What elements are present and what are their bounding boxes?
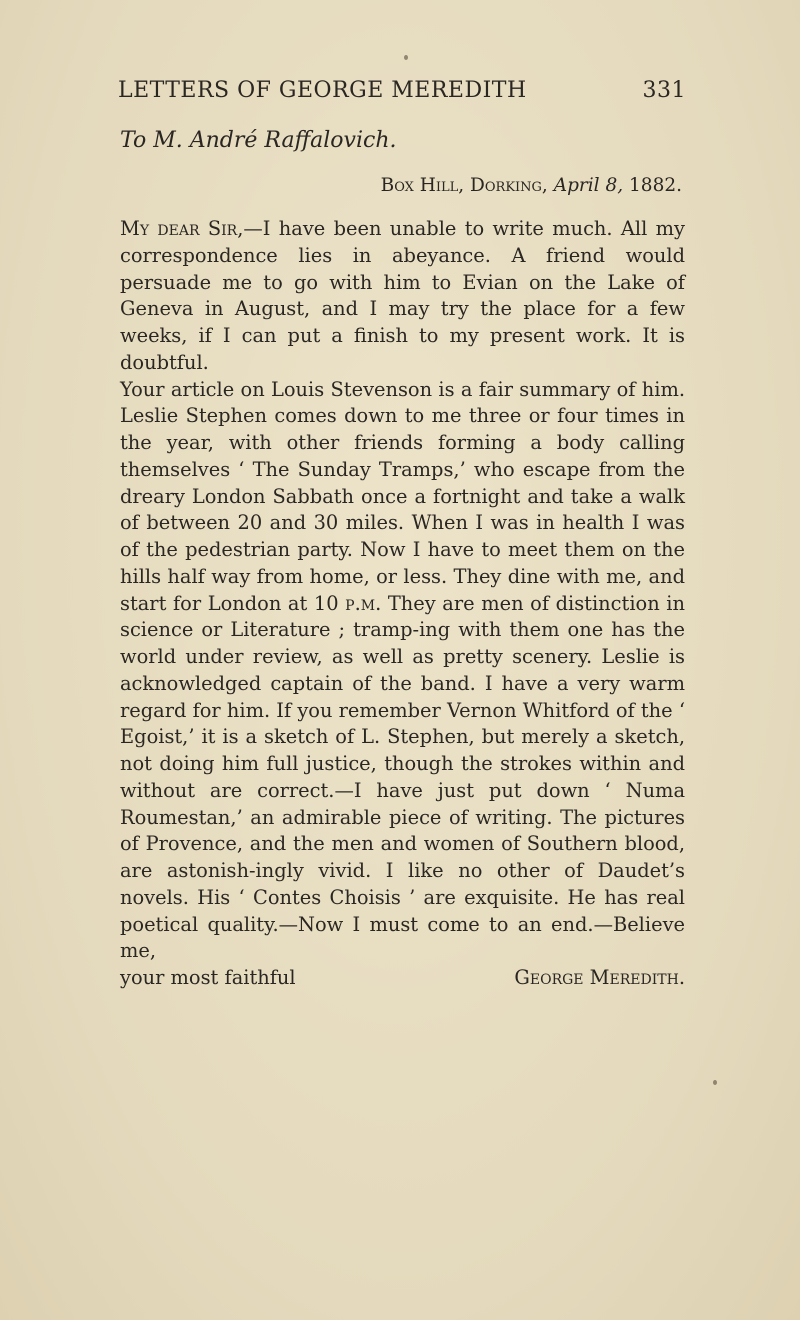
dateline-place: Box Hill, Dorking, [380, 175, 548, 196]
paper-speck [404, 55, 408, 60]
running-title: LETTERS OF GEORGE MEREDITH [118, 78, 527, 103]
letter-dateline [381, 175, 682, 196]
page-header [118, 78, 686, 108]
paragraph-1-text: —I have been unable to write much. All my correspondence lies in abeyance. A friend would persuade me to go with him to Evian on the Lake of Geneva in August, and I may try the place for a few weeks, if I can put a finish to my present work. It is doubtful. [120, 217, 685, 374]
dateline-year: 1882. [629, 175, 682, 196]
letter-closing: your most faithful [120, 966, 296, 989]
paragraph-1 [120, 216, 685, 377]
page-number: 331 [642, 78, 686, 103]
paper-speck [713, 1080, 717, 1085]
letter-recipient: To M. André Raffalovich. [120, 128, 397, 153]
letter-greeting: My dear Sir, [120, 217, 244, 240]
paragraph-2 [120, 377, 685, 966]
signoff-line [120, 965, 685, 992]
dateline-date: April 8, [553, 175, 624, 196]
time-abbrev: p.m. [345, 591, 382, 615]
paragraph-2-rest: They are men of distinction in science or Literature ; tramp-ing with them one has the world under review, as well as pretty scenery. Leslie is acknowledged captain of the band. I have a very warm regard for him. If you remember Vernon Whitford of the ‘ Egoist,’ it is a sketch of L. Stephen, but merely a sketch, not doing him full justice, though the strokes within and without are correct.—I have just put down ‘ Numa Roumestan,’ an admirable piece of writing. The pictures of Provence, and the men and women of Southern blood, are astonish-ingly vivid. I like no other of Daudet’s novels. His ‘ Contes Choisis ’ are exquisite. He has real poetical quality.—Now I must come to an end.—Believe me, [120, 591, 685, 963]
letter-signature: George Meredith. [514, 966, 685, 989]
letter-body [120, 216, 685, 992]
paragraph-2-text: Your article on Louis Stevenson is a fair summary of him. Leslie Stephen comes down to me three or four times in the year, with other friends forming a body calling themselves ‘ The Sunday Tramps,’ who escape from the dreary London Sabbath once a fortnight and take a walk of between 20 and 30 miles. When I was in health I was of the pedestrian party. Now I have to meet them on the hills half way from home, or less. They dine with me, and start for London at 10 [120, 377, 685, 615]
